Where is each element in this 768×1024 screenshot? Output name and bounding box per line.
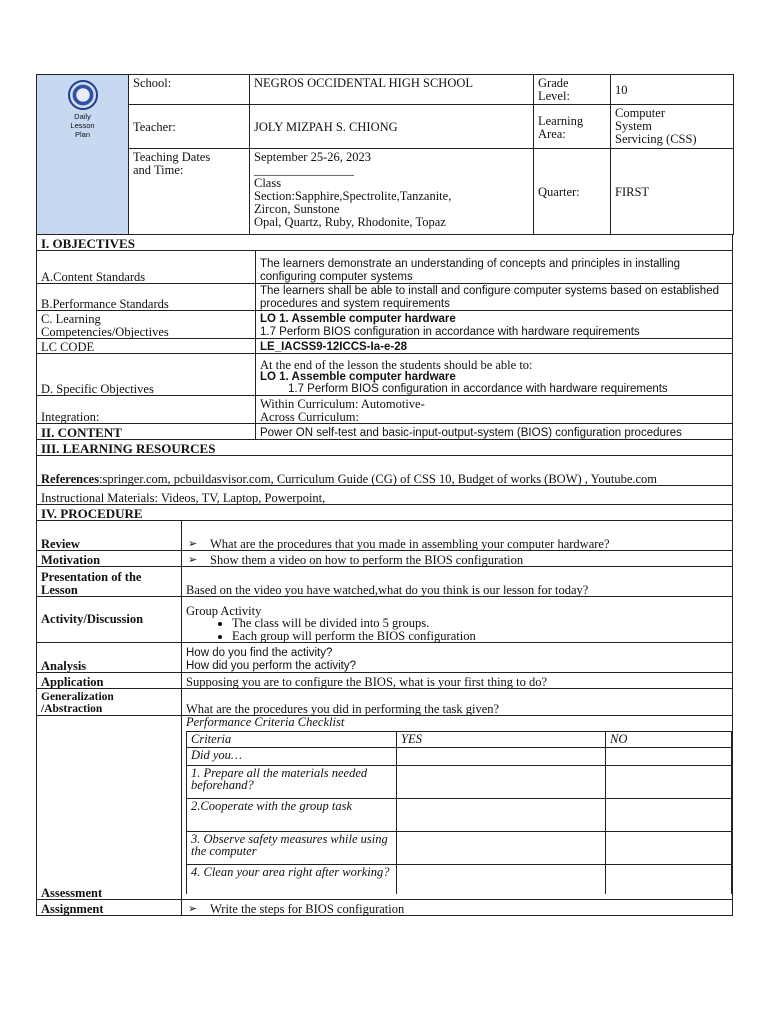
content-title: II. CONTENT — [37, 424, 256, 440]
generalization-value: What are the procedures you did in performing the task given? — [182, 689, 733, 716]
references-row — [37, 456, 733, 486]
checklist-cell — [397, 765, 606, 798]
content-value: Power ON self-test and basic-input-output-system (BIOS) configuration procedures — [256, 424, 733, 440]
area-label: Learning Area: — [534, 105, 611, 149]
motivation-label: Motivation — [37, 551, 182, 567]
checklist-cell — [606, 798, 732, 831]
application-value: Supposing you are to configure the BIOS, what is your first thing to do? — [182, 673, 733, 689]
procedure-title: IV. PROCEDURE — [37, 505, 733, 521]
content-standards-value: The learners demonstrate an understanding of concepts and principles in installing configuring computer systems — [256, 251, 733, 284]
checklist-title: Performance Criteria Checklist — [186, 715, 345, 729]
arrow-bullet-icon: ➢ — [188, 902, 198, 915]
dates-value: September 25-26, 2023 ________________ Class Section:Sapphire,Spectrolite,Tanzanite, Zircon, Sunstone Opal, Quartz, Ruby, Rhodonite, Topaz — [250, 149, 534, 235]
checklist-row: Did you… — [187, 747, 397, 765]
instructional-materials: Instructional Materials: Videos, TV, Laptop, Powerpoint, — [37, 486, 733, 505]
checklist-row: 2.Cooperate with the group task — [187, 798, 397, 831]
school-label: School: — [129, 75, 250, 105]
arrow-bullet-icon: ➢ — [188, 553, 198, 566]
lc-code-label: LC CODE — [37, 339, 256, 354]
checklist-cell — [397, 747, 606, 765]
review-label: Review — [37, 521, 182, 551]
header-table — [36, 74, 734, 235]
checklist-head-yes: YES — [397, 731, 606, 747]
references-label: References — [41, 471, 100, 486]
objectives-table — [36, 234, 733, 521]
checklist-cell — [397, 831, 606, 864]
checklist-head-no: NO — [606, 731, 732, 747]
checklist-row: 3. Observe safety measures while using the computer — [187, 831, 397, 864]
presentation-label: Presentation of the Lesson — [37, 567, 182, 597]
area-value: Computer System Servicing (CSS) — [611, 105, 734, 149]
specific-objectives-value: At the end of the lesson the students should be able to: LO 1. Assemble computer hardware 1.7 Perform BIOS configuration in accordance with hardware requirements — [256, 354, 733, 396]
teacher-label: Teacher: — [129, 105, 250, 149]
generalization-label: Generalization /Abstraction — [37, 689, 182, 716]
activity-item: • Each group will perform the BIOS configuration — [232, 630, 728, 643]
lesson-plan-document — [36, 74, 733, 916]
checklist-row: 1. Prepare all the materials needed beforehand? — [187, 765, 397, 798]
objectives-title: I. OBJECTIVES — [37, 235, 733, 251]
resources-title: III. LEARNING RESOURCES — [37, 440, 733, 456]
analysis-label: Analysis — [37, 643, 182, 673]
checklist-cell — [606, 831, 732, 864]
integration-value: Within Curriculum: Automotive- Across Curriculum: — [256, 396, 733, 424]
performance-standards-label: B.Performance Standards — [37, 284, 256, 311]
performance-standards-value: The learners shall be able to install and configure computer systems based on established procedures and system requirements — [256, 284, 733, 311]
presentation-value: Based on the video you have watched,what do you think is our lesson for today? — [182, 567, 733, 597]
arrow-bullet-icon: ➢ — [188, 537, 198, 550]
checklist-cell — [397, 864, 606, 894]
specific-objectives-label: D. Specific Objectives — [37, 354, 256, 396]
activity-item: • The class will be divided into 5 groups. — [232, 617, 728, 630]
checklist-table — [186, 731, 732, 895]
grade-label: Grade Level: — [534, 75, 611, 105]
deped-seal-icon — [68, 80, 98, 110]
logo-cell — [37, 75, 129, 235]
grade-value: 10 — [611, 75, 734, 105]
lc-code-value: LE_IACSS9-12ICCS-Ia-e-28 — [256, 339, 733, 354]
checklist-cell — [606, 747, 732, 765]
assessment-label: Assessment — [37, 716, 182, 900]
school-value: NEGROS OCCIDENTAL HIGH SCHOOL — [250, 75, 534, 105]
assessment-value — [182, 716, 733, 900]
content-standards-label: A.Content Standards — [37, 251, 256, 284]
references-value: :springer.com, pcbuildasvisor.com, Curriculum Guide (CG) of CSS 10, Budget of works (BOW) , Youtube.com — [99, 471, 658, 486]
checklist-row: 4. Clean your area right after working? — [187, 864, 397, 894]
motivation-value: ➢ Show them a video on how to perform the BIOS configuration — [182, 551, 733, 567]
assignment-value: ➢ Write the steps for BIOS configuration — [182, 900, 733, 916]
activity-value: Group Activity • The class will be divided into 5 groups. • Each group will perform the BIOS configuration — [182, 597, 733, 643]
procedure-table — [36, 520, 733, 916]
competencies-value: LO 1. Assemble computer hardware 1.7 Perform BIOS configuration in accordance with hardware requirements — [256, 311, 733, 339]
quarter-value: FIRST — [611, 149, 734, 235]
checklist-cell — [606, 864, 732, 894]
logo-caption: Daily Lesson Plan — [70, 112, 95, 139]
competencies-label: C. Learning Competencies/Objectives — [37, 311, 256, 339]
checklist-head-criteria: Criteria — [187, 731, 397, 747]
assignment-label: Assignment — [37, 900, 182, 916]
checklist-cell — [606, 765, 732, 798]
review-value: ➢ What are the procedures that you made in assembling your computer hardware? — [182, 521, 733, 551]
teacher-value: JOLY MIZPAH S. CHIONG — [250, 105, 534, 149]
analysis-value: How do you find the activity? How did you perform the activity? — [182, 643, 733, 673]
quarter-label: Quarter: — [534, 149, 611, 235]
application-label: Application — [37, 673, 182, 689]
integration-label: Integration: — [37, 396, 256, 424]
activity-label: Activity/Discussion — [37, 597, 182, 643]
dates-label: Teaching Dates and Time: — [129, 149, 250, 235]
checklist-cell — [397, 798, 606, 831]
